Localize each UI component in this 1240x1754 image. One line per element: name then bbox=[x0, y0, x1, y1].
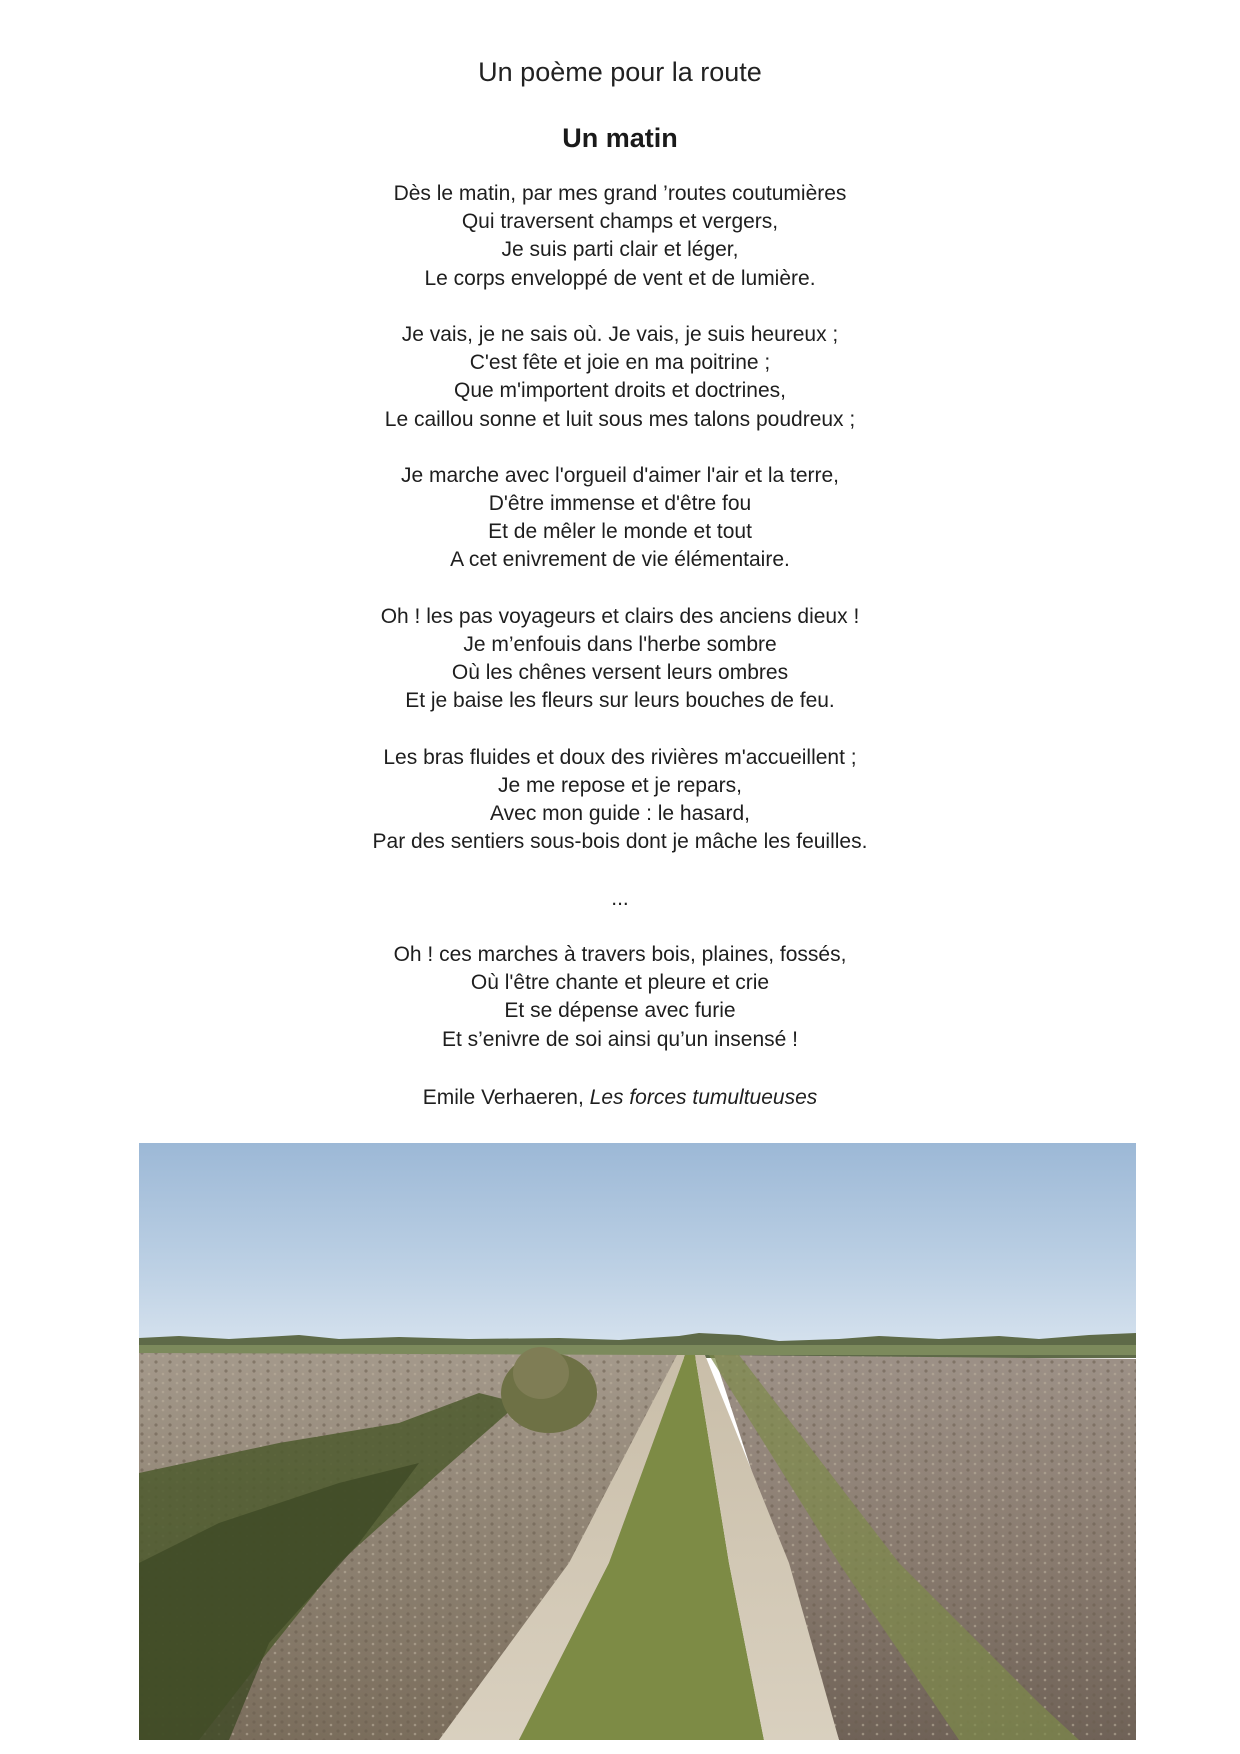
poem-body bbox=[0, 180, 1240, 1054]
stanza bbox=[0, 180, 1240, 293]
poem-line: Le corps enveloppé de vent et de lumière. bbox=[424, 266, 816, 290]
poem-line: A cet enivrement de vie élémentaire. bbox=[450, 548, 790, 572]
poem-line: Je vais, je ne sais où. Je vais, je suis heureux ; bbox=[401, 322, 839, 346]
sky bbox=[139, 1143, 1136, 1348]
author-name: Emile Verhaeren, bbox=[422, 1086, 590, 1109]
poem-line: Et je baise les fleurs sur leurs bouches de feu. bbox=[405, 689, 835, 713]
stanza-ellipsis bbox=[0, 885, 1240, 913]
poem-line: Dès le matin, par mes grand ’routes coutumières bbox=[393, 182, 847, 205]
poem-line: Je marche avec l'orgueil d'aimer l'air et la terre, bbox=[400, 463, 840, 487]
poem-line: Les bras fluides et doux des rivières m'accueillent ; bbox=[383, 745, 857, 769]
poem-line: Qui traversent champs et vergers, bbox=[461, 210, 779, 234]
poem-line: Je m’enfouis dans l'herbe sombre bbox=[463, 633, 777, 656]
poem-line: C'est fête et joie en ma poitrine ; bbox=[469, 351, 771, 375]
poem-line: Oh ! les pas voyageurs et clairs des anciens dieux ! bbox=[380, 604, 860, 628]
poem-attribution bbox=[0, 1084, 1240, 1112]
poem-title: Un matin bbox=[562, 123, 678, 153]
work-title: Les forces tumultueuses bbox=[589, 1086, 818, 1109]
stanza bbox=[0, 321, 1240, 434]
poem-line: Où l'être chante et pleure et crie bbox=[470, 971, 770, 995]
poem-line: Et se dépense avec furie bbox=[504, 999, 736, 1023]
poem-line: Oh ! ces marches à travers bois, plaines, fossés, bbox=[393, 943, 847, 967]
landscape-photo bbox=[139, 1143, 1136, 1740]
poem-line: Et s’enivre de soi ainsi qu’un insensé ! bbox=[441, 1027, 799, 1051]
poem-line: Je me repose et je repars, bbox=[498, 773, 742, 797]
poem-line: Par des sentiers sous-bois dont je mâche les feuilles. bbox=[372, 830, 868, 854]
poem-line: Et de mêler le monde et tout bbox=[488, 520, 752, 544]
page-header: Un poème pour la route bbox=[478, 57, 762, 87]
poem-line: D'être immense et d'être fou bbox=[488, 492, 752, 516]
poem-ellipsis: ... bbox=[611, 886, 629, 910]
stanza bbox=[0, 941, 1240, 1054]
poem-line: Où les chênes versent leurs ombres bbox=[451, 661, 789, 685]
poem-line: Avec mon guide : le hasard, bbox=[490, 802, 750, 826]
stanza bbox=[0, 603, 1240, 716]
poem-line: Je suis parti clair et léger, bbox=[501, 238, 739, 262]
stanza bbox=[0, 744, 1240, 857]
poem-line: Que m'importent droits et doctrines, bbox=[454, 379, 786, 403]
stanza bbox=[0, 462, 1240, 575]
poem-line: Le caillou sonne et luit sous mes talons poudreux ; bbox=[384, 407, 856, 431]
